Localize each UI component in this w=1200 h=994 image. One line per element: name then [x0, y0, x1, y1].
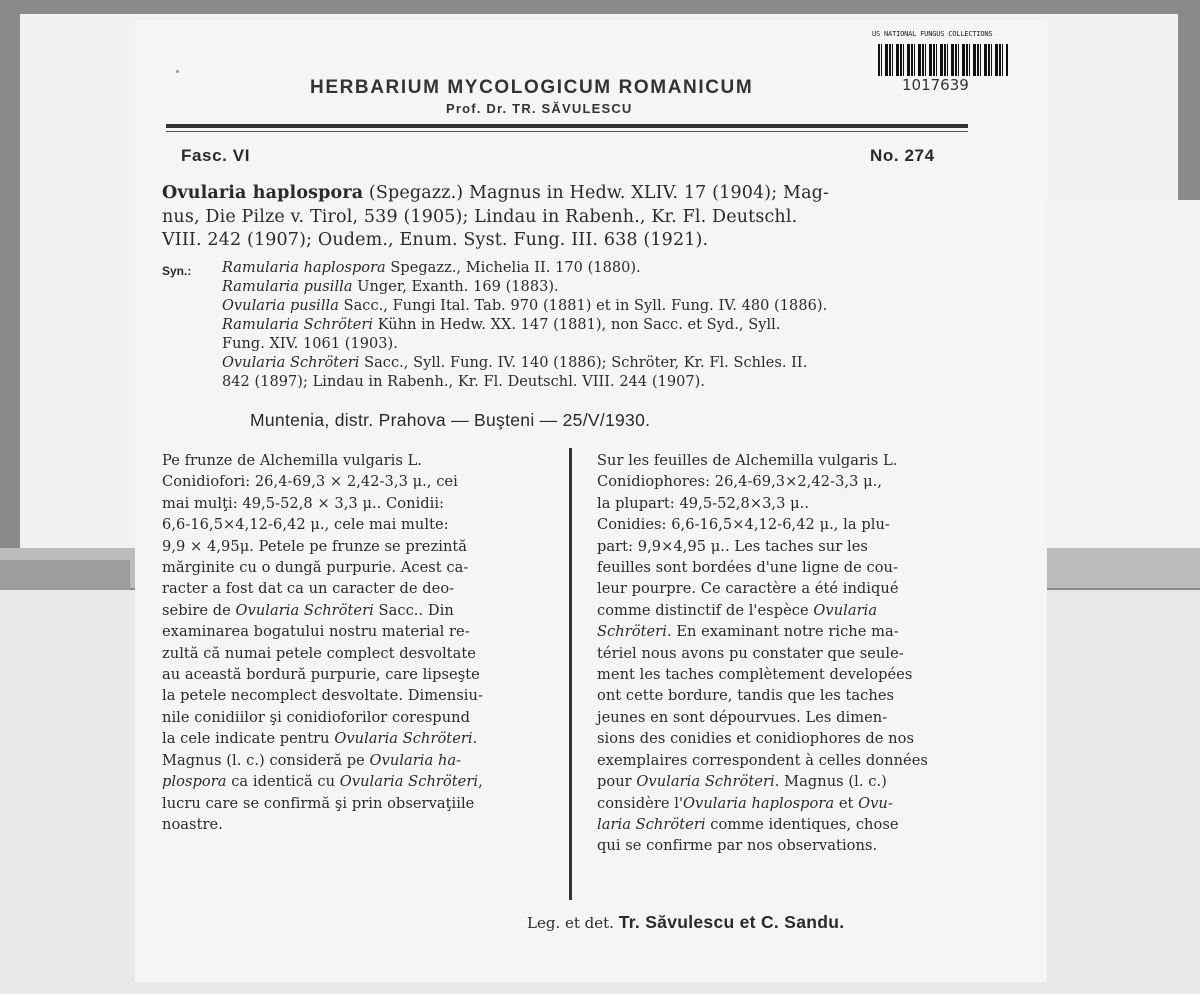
barcode-image [878, 44, 1008, 76]
envelope-side [1045, 200, 1200, 550]
french-line [597, 835, 928, 856]
french-line [597, 450, 928, 471]
description-text: mai mulţi: 49,5-52,8 × 3,3 μ.. Conidii: [162, 494, 445, 512]
description-text: , [478, 773, 483, 791]
french-line [597, 771, 928, 792]
description-text: zultă că numai petele complect desvoltate [162, 644, 476, 662]
synonym-reference: Sacc., Syll. Fung. IV. 140 (1886); Schröter, Kr. Fl. Schles. II. [359, 355, 808, 371]
collector-line [527, 912, 844, 933]
synonym-name: Ovularia pusilla [222, 298, 339, 314]
romanian-line [162, 493, 483, 514]
description-text: sions des conidies et conidiophores de nos [597, 730, 914, 748]
description-text: Sacc.. Din [373, 601, 454, 619]
synonym-entry [222, 335, 827, 354]
french-line [597, 578, 928, 599]
french-line [597, 664, 928, 685]
description-text: Sur les feuilles de Alchemilla vulgaris L. [597, 452, 898, 469]
romanian-line [162, 536, 483, 557]
description-text: ment les taches complètement developées [597, 666, 913, 684]
french-description [597, 450, 928, 857]
synonym-reference: Kühn in Hedw. XX. 147 (1881), non Sacc. et Syd., Syll. [373, 317, 781, 333]
description-text: Magnus (l. c.) consideră pe [162, 751, 370, 769]
romanian-line [162, 600, 483, 621]
romanian-line [162, 621, 483, 642]
description-text: 9,9 × 4,95μ. Petele pe frunze se prezintă [162, 537, 468, 555]
synonym-entry [222, 278, 827, 297]
description-text: lucru care se confirmă şi prin observaţiile [162, 794, 475, 812]
romanian-line [162, 707, 483, 728]
taxon-name: laria Schröteri [597, 815, 706, 833]
header-rule-thin [166, 131, 968, 132]
romanian-line [162, 578, 483, 599]
description-text: pour [597, 773, 637, 791]
french-line [597, 493, 928, 514]
description-text: . En examinant notre riche ma- [666, 623, 899, 641]
description-text: 6,6-16,5×4,12-6,42 μ., cele mai multe: [162, 516, 449, 534]
description-text: noastre. [162, 815, 223, 833]
french-line [597, 557, 928, 578]
romanian-line [162, 471, 483, 492]
romanian-line [162, 514, 483, 535]
description-text: Conidies: 6,6-16,5×4,12-6,42 μ., la plu- [597, 516, 890, 534]
taxon-name: Ovularia Schröteri [334, 730, 473, 748]
description-text: tériel nous avons pu constater que seule- [597, 644, 904, 662]
description-text: mărginite cu o dungă purpurie. Acest ca- [162, 559, 469, 577]
french-line [597, 685, 928, 706]
synonym-entry [222, 297, 827, 316]
description-text: nile conidiilor şi conidioforilor corespund [162, 708, 470, 726]
fascicle-label: Fasc. VI [181, 146, 251, 165]
taxon-name: Ovularia Schröteri [339, 773, 479, 791]
header-rule-thick [166, 124, 968, 128]
specimen-number: No. 274 [870, 146, 935, 165]
synonyms-label: Syn.: [162, 264, 192, 278]
citation-line: nus, Die Pilze v. Tirol, 539 (1905); Lindau in Rabenh., Kr. Fl. Deutschl. [162, 206, 798, 227]
french-line [597, 793, 928, 814]
description-text: comme distinctif de l'espèce [597, 601, 814, 619]
romanian-line [162, 643, 483, 664]
description-text: la plupart: 49,5-52,8×3,3 μ.. [597, 494, 810, 512]
french-line [597, 621, 928, 642]
romanian-line [162, 771, 483, 792]
french-line [597, 643, 928, 664]
barcode-caption: US NATIONAL FUNGUS COLLECTIONS [872, 30, 993, 38]
description-text: la cele indicate pentru [162, 730, 335, 748]
species-citation [162, 182, 829, 253]
synonym-name: Ovularia Schröteri [222, 355, 360, 371]
description-text: jeunes en sont dépourvues. Les dimen- [597, 708, 888, 726]
description-text: considère l' [597, 794, 684, 812]
taxon-name: Ovularia Schröteri [235, 601, 374, 619]
description-text: racter a fost dat ca un caracter de deo- [162, 580, 455, 598]
synonym-reference: Fung. XIV. 1061 (1903). [222, 336, 398, 352]
description-text: au această bordură purpurie, care lipseşte [162, 666, 480, 684]
herbarium-title: HERBARIUM MYCOLOGICUM ROMANICUM [310, 77, 754, 98]
taxon-name: Schröteri [597, 623, 667, 641]
romanian-line [162, 750, 483, 771]
envelope-edge-shadow [0, 560, 130, 590]
french-line [597, 814, 928, 835]
synonym-reference: Sacc., Fungi Ital. Tab. 970 (1881) et in Syll. Fung. IV. 480 (1886). [338, 298, 828, 314]
description-text: ont cette bordure, tandis que les taches [597, 687, 895, 705]
french-line [597, 471, 928, 492]
french-line [597, 514, 928, 535]
romanian-line [162, 685, 483, 706]
taxon-name: Ovu- [858, 794, 893, 812]
description-text: la petele necomplect desvoltate. Dimensiu- [162, 687, 483, 705]
synonym-reference: Unger, Exanth. 169 (1883). [352, 279, 559, 295]
taxon-name: Ovularia haplospora [683, 794, 835, 812]
synonym-entry [222, 316, 827, 335]
romanian-description [162, 450, 483, 835]
description-text: comme identiques, chose [705, 815, 899, 833]
description-text: ca identică cu [226, 773, 340, 791]
description-text: leur pourpre. Ce caractère a été indiqué [597, 580, 899, 598]
collector-prefix: Leg. et det. [527, 914, 619, 932]
taxon-name: Ovularia [813, 601, 878, 619]
synonym-reference: Spegazz., Michelia II. 170 (1880). [385, 260, 641, 276]
synonym-reference: 842 (1897); Lindau in Rabenh., Kr. Fl. Deutschl. VIII. 244 (1907). [222, 374, 706, 390]
description-text: . Magnus (l. c.) [774, 773, 887, 791]
synonym-name: Ramularia Schröteri [222, 317, 374, 333]
species-name: Ovularia haplospora [162, 183, 364, 203]
synonym-entry [222, 259, 827, 278]
romanian-line [162, 728, 483, 749]
description-text: Conidiofori: 26,4-69,3 × 2,42-3,3 μ., cei [162, 473, 458, 491]
description-text: feuilles sont bordées d'une ligne de cou- [597, 559, 898, 577]
citation-text: (Spegazz.) Magnus in Hedw. XLIV. 17 (1904); Mag- [363, 183, 830, 203]
description-text: Pe frunze de Alchemilla vulgaris L. [162, 452, 422, 469]
taxon-name: Ovularia Schröteri [636, 773, 775, 791]
romanian-line [162, 793, 483, 814]
description-text: examinarea bogatului nostru material re- [162, 623, 470, 641]
description-text: Conidiophores: 26,4-69,3×2,42-3,3 μ., [597, 473, 883, 491]
french-line [597, 600, 928, 621]
column-divider [569, 448, 572, 900]
french-line [597, 750, 928, 771]
romanian-line [162, 664, 483, 685]
citation-line: VIII. 242 (1907); Oudem., Enum. Syst. Fung. III. 638 (1921). [162, 230, 709, 250]
barcode-number: 1017639 [902, 76, 969, 94]
paper-speck [176, 70, 179, 73]
description-text: part: 9,9×4,95 μ.. Les taches sur les [597, 537, 868, 555]
romanian-line [162, 557, 483, 578]
french-line [597, 536, 928, 557]
collection-locality: Muntenia, distr. Prahova — Buşteni — 25/V/1930. [250, 410, 651, 430]
herbarium-subtitle: Prof. Dr. TR. SĂVULESCU [446, 101, 633, 116]
french-line [597, 707, 928, 728]
description-text: . [472, 730, 478, 748]
synonyms-list [222, 259, 827, 392]
synonym-entry [222, 373, 827, 392]
description-text: exemplaires correspondent à celles données [597, 751, 928, 769]
description-text: et [834, 794, 859, 812]
citation-line [162, 182, 829, 206]
description-text: sebire de [162, 601, 236, 619]
synonym-name: Ramularia haplospora [222, 260, 386, 276]
taxon-name: plospora [162, 773, 227, 791]
taxon-name: Ovularia ha- [369, 751, 462, 769]
romanian-line [162, 450, 483, 471]
synonym-entry [222, 354, 827, 373]
french-line [597, 728, 928, 749]
collector-names: Tr. Săvulescu et C. Sandu. [618, 912, 845, 932]
description-text: qui se confirme par nos observations. [597, 837, 878, 855]
synonym-name: Ramularia pusilla [222, 279, 353, 295]
romanian-line [162, 814, 483, 835]
